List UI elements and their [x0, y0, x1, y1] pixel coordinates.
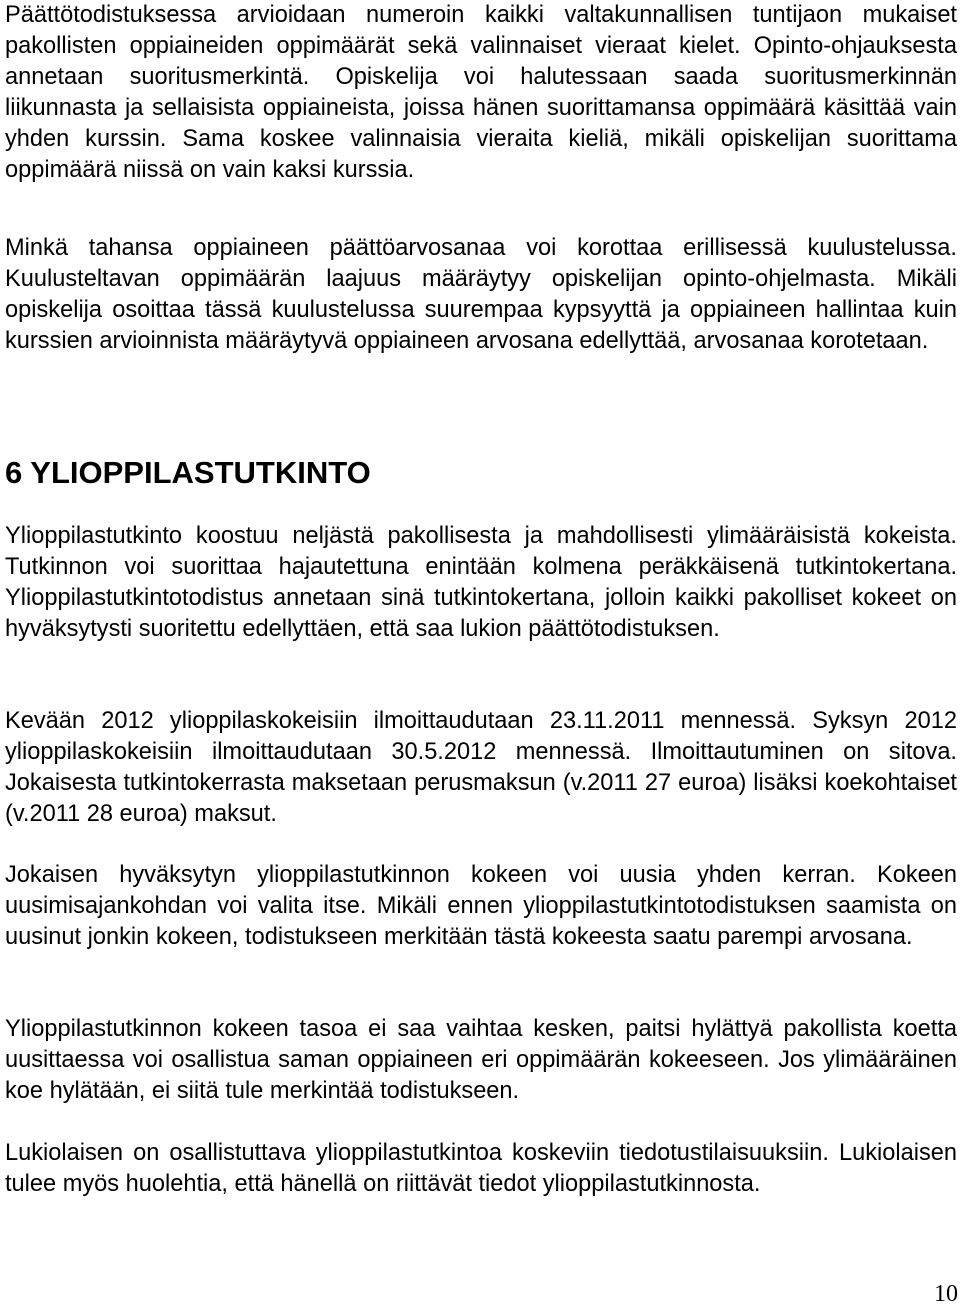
section-heading: 6 YLIOPPILASTUTKINTO: [5, 455, 371, 490]
paragraph-info-sessions: Lukiolaisen on osallistuttava ylioppilastutkintoa koskeviin tiedotustilaisuuksiin. Lukiolaisen tulee myös huolehtia, että hänellä on riittävät tiedot ylioppilastutkinnosta.: [5, 1140, 957, 1197]
paragraph-grade-improvement: Minkä tahansa oppiaineen päättöarvosanaa voi korottaa erillisessä kuulustelussa. Kuulusteltavan oppimäärän laajuus määräytyy opiskelijan opinto-ohjelmasta. Mikäli opiskelija osoittaa tässä kuulustelussa suurempaa kypsyyttä ja oppiaineen hallintaa kuin kurssien arvioinnista määräytyvä oppiaineen arvosana edellyttää, arvosanaa korotetaan.: [5, 235, 957, 354]
paragraph-exam-level: Ylioppilastutkinnon kokeen tasoa ei saa vaihtaa kesken, paitsi hylättyä pakollista koetta uusittaessa voi osallistua saman oppiaineen eri oppimäärän kokeeseen. Jos ylimääräinen koe hylätään, ei siitä tule merkintää todistukseen.: [5, 1016, 957, 1104]
paragraph-exam-composition: Ylioppilastutkinto koostuu neljästä pakollisesta ja mahdollisesti ylimääräisistä kokeista. Tutkinnon voi suorittaa hajautettuna enintään kolmena peräkkäisenä tutkintokertana. Ylioppilastutkintotodistus annetaan sinä tutkintokertana, jolloin kaikki pakolliset kokeet on hyväksytysti suoritettu edellyttäen, että saa lukion päättötodistuksen.: [5, 523, 957, 642]
paragraph-retake: Jokaisen hyväksytyn ylioppilastutkinnon kokeen voi uusia yhden kerran. Kokeen uusimisajankohdan voi valita itse. Mikäli ennen ylioppilastutkintotodistuksen saamista on uusinut jonkin kokeen, todistukseen merkitään tästä kokeesta saatu parempi arvosana.: [5, 862, 957, 950]
page-number: 10: [934, 1281, 958, 1307]
paragraph-final-certificate: Päättötodistuksessa arvioidaan numeroin kaikki valtakunnallisen tuntijaon mukaiset pakollisten oppiaineiden oppimäärät sekä valinnaiset vieraat kielet. Opinto-ohjauksesta annetaan suoritusmerkintä. Opiskelija voi halutessaan saada suoritusmerkinnän liikunnasta ja sellaisista oppiaineista, joissa hänen suorittamansa oppimäärä käsittää vain yhden kurssin. Sama koskee valinnaisia vieraita kieliä, mikäli opiskelijan suorittama oppimäärä niissä on vain kaksi kurssia.: [5, 2, 957, 183]
paragraph-registration: Kevään 2012 ylioppilaskokeisiin ilmoittaudutaan 23.11.2011 mennessä. Syksyn 2012 ylioppilaskokeisiin ilmoittaudutaan 30.5.2012 mennessä. Ilmoittautuminen on sitova. Jokaisesta tutkintokerrasta maksetaan perusmaksun (v.2011 27 euroa) lisäksi koekohtaiset (v.2011 28 euroa) maksut.: [5, 708, 957, 827]
